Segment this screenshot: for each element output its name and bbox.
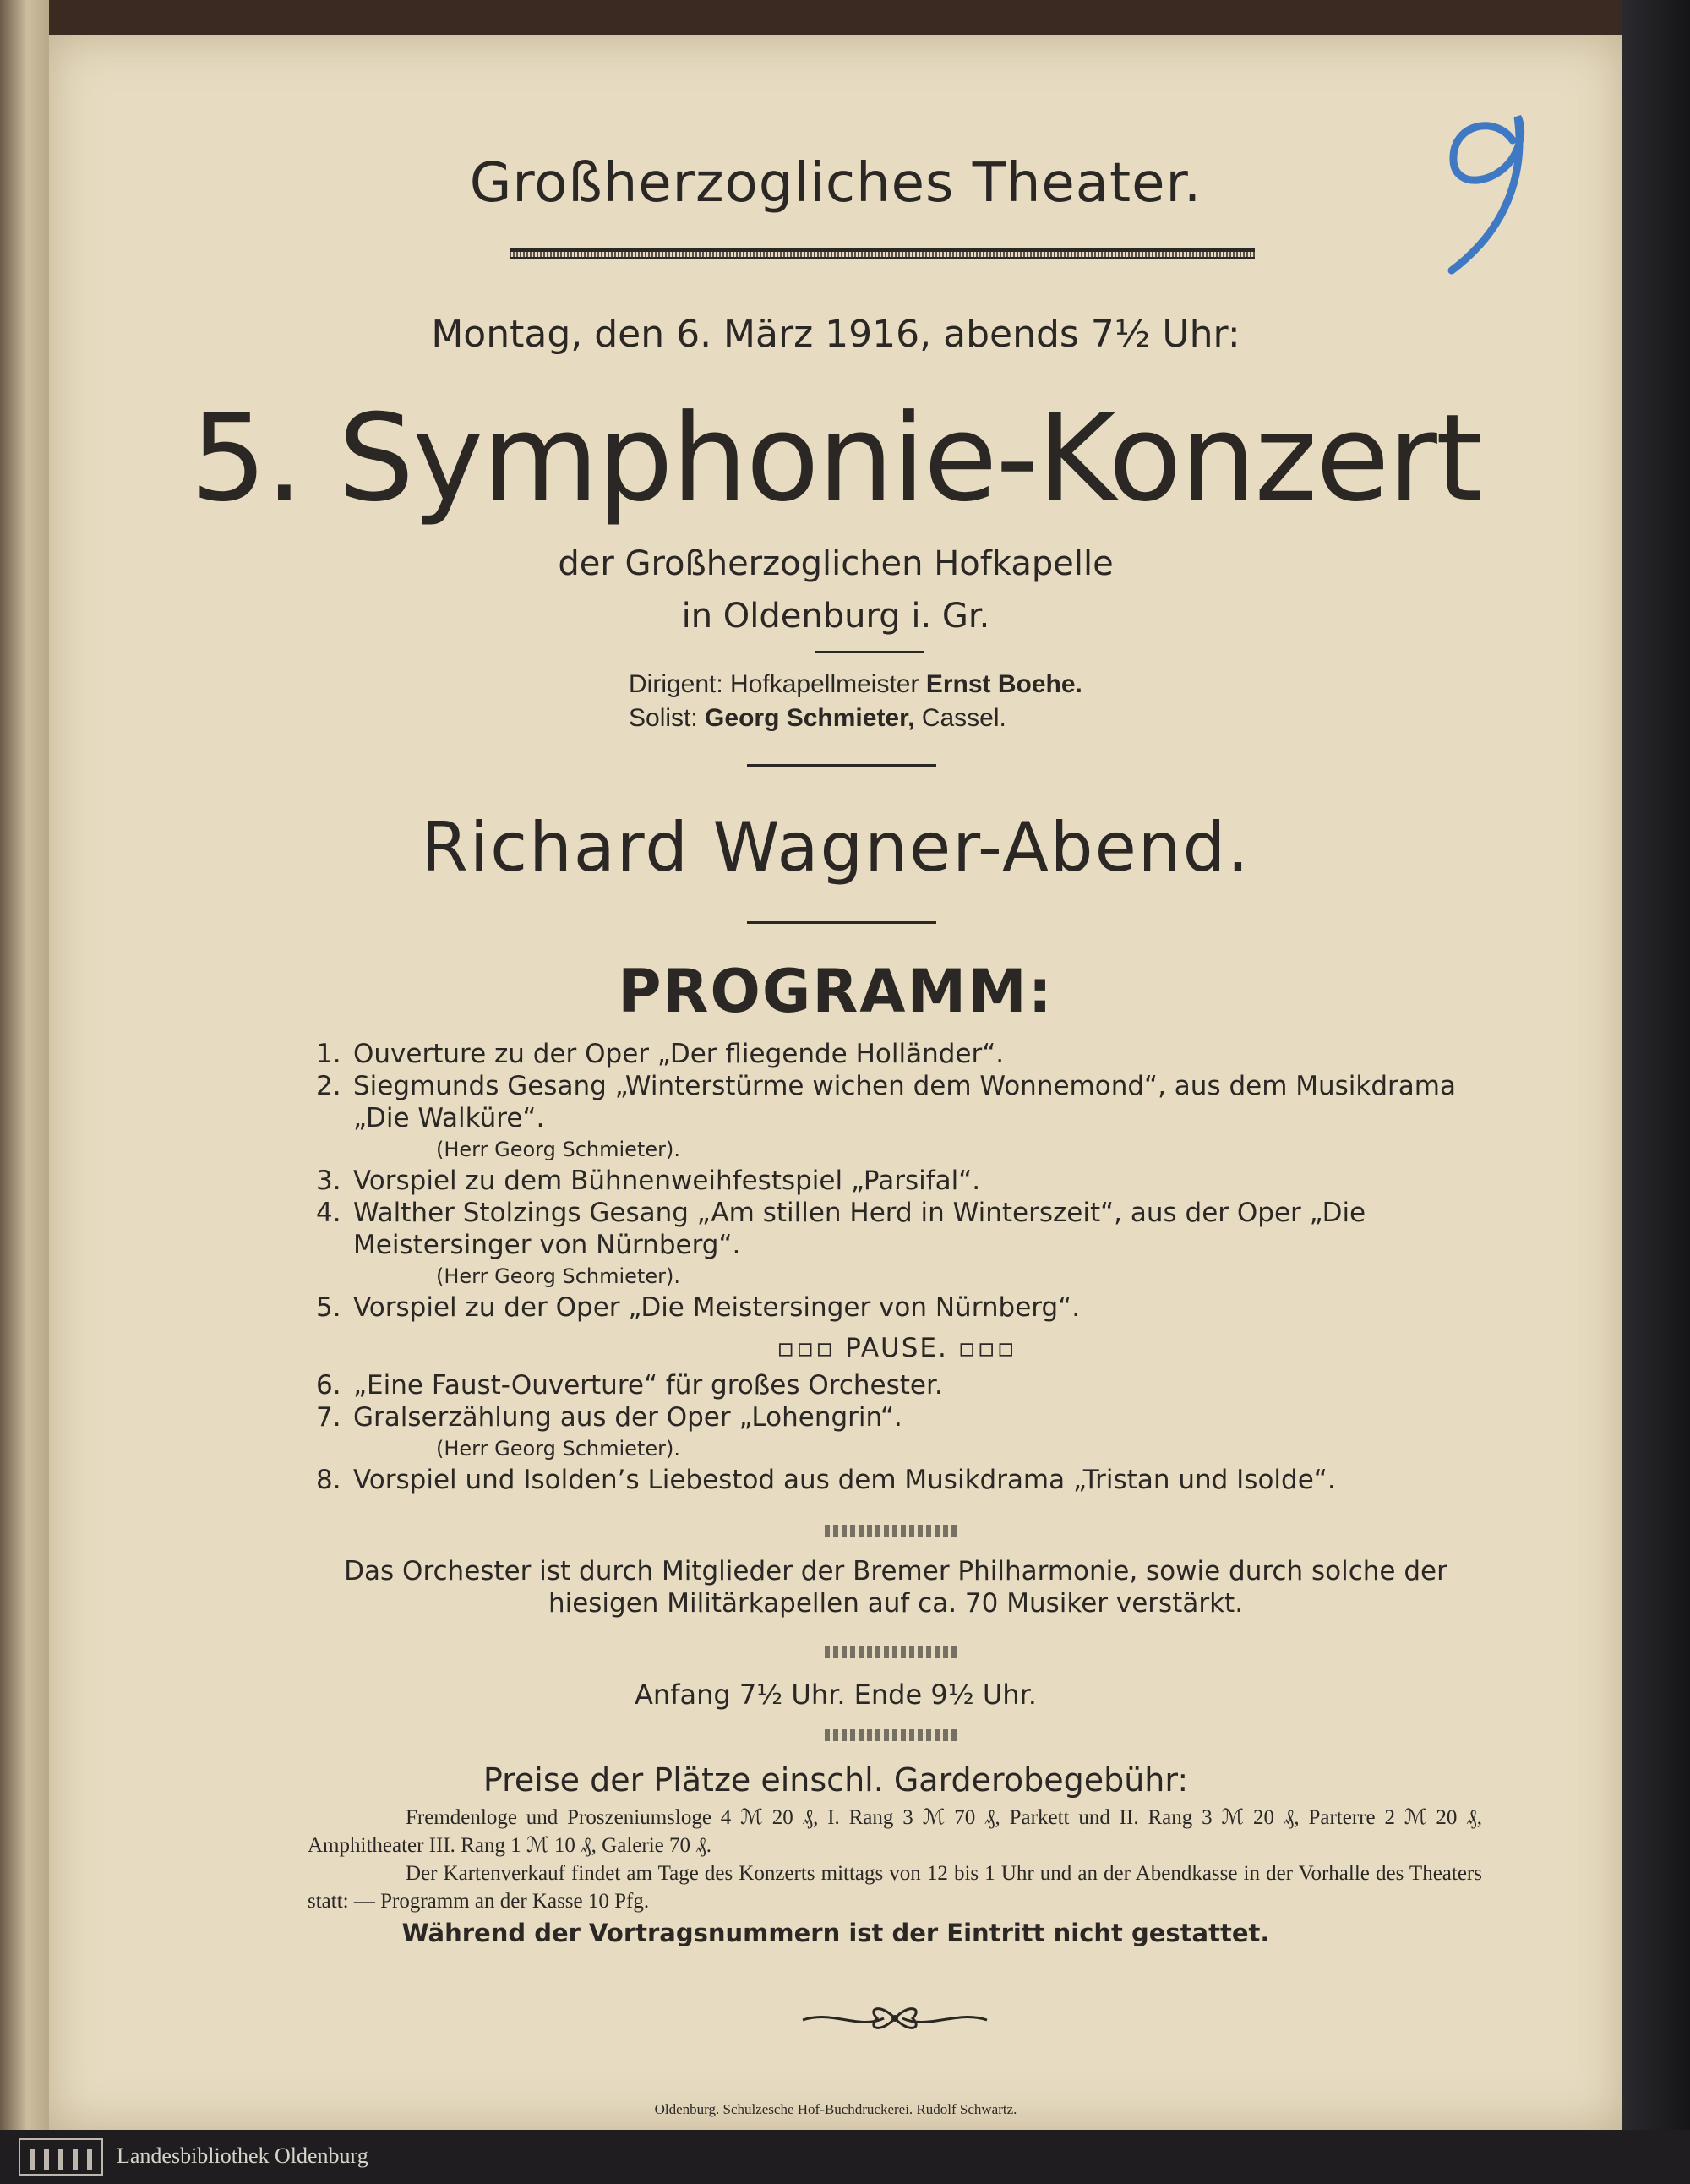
item-text: Walther Stolzings Gesang „Am stillen Herd in Winterszeit“, aus der Oper „Die Meistersinger von Nürnberg“. [353, 1198, 1366, 1260]
program-heading: PROGRAMM: [618, 957, 1054, 1026]
pause-line: ▫▫▫ PAUSE. ▫▫▫ [777, 1333, 1017, 1363]
item-text: „Eine Faust-Ouverture“ für großes Orchester. [353, 1370, 943, 1400]
library-name: Landesbibliothek Oldenburg [117, 2143, 368, 2168]
program-item [316, 1291, 1477, 1324]
ribbon-ornament [799, 2001, 990, 2035]
item-number: 8. [316, 1465, 341, 1495]
item-text: Siegmunds Gesang „Winterstürme wichen dem Wonnemond“, aus dem Musikdrama „Die Walküre“. [353, 1071, 1456, 1133]
divider-1 [747, 764, 936, 767]
conductor-line [629, 668, 1082, 702]
soloist-label: Solist: [629, 704, 698, 732]
item-note: (Herr Georg Schmieter). [436, 1437, 680, 1461]
title-underline [510, 248, 1255, 259]
prices-heading: Preise der Plätze einschl. Garderobegebühr: [482, 1761, 1189, 1799]
item-number: 3. [316, 1166, 341, 1196]
program-item [316, 1165, 1477, 1197]
item-number: 6. [316, 1370, 341, 1400]
binding-edge [0, 0, 49, 2130]
orchestra-note: Das Orchester ist durch Mitglieder der Bremer Philharmonie, sowie durch solche der hiesigen Militärkapellen auf ca. 70 Musiker verstärkt. [344, 1556, 1447, 1619]
item-note: (Herr Georg Schmieter). [436, 1138, 680, 1161]
concert-title: 5. Symphonie-Konzert [190, 389, 1481, 528]
program-item [316, 1197, 1477, 1261]
wavy-divider [825, 1646, 960, 1658]
item-number: 5. [316, 1292, 341, 1323]
program-item [316, 1038, 1477, 1070]
wavy-divider [825, 1729, 960, 1741]
item-number: 7. [316, 1402, 341, 1433]
divider-2 [747, 921, 936, 924]
item-text: Gralserzählung aus der Oper „Lohengrin“. [353, 1402, 902, 1433]
ticket-sale-text: Der Kartenverkauf findet am Tage des Konzerts mittags von 12 bis 1 Uhr und an der Abendkasse in der Vorhalle des Theaters statt: — Programm an der Kasse 10 Pfg. [308, 1862, 1482, 1913]
item-note: (Herr Georg Schmieter). [436, 1264, 680, 1288]
theatre-name: Großherzogliches Theater. [469, 152, 1202, 215]
place-line: in Oldenburg i. Gr. [681, 597, 990, 636]
program-item [316, 1369, 1477, 1401]
conductor-label: Dirigent: Hofkapellmeister [629, 670, 919, 698]
item-number: 4. [316, 1198, 341, 1228]
handwritten-nine [1418, 90, 1553, 292]
item-text: Vorspiel zu dem Bühnenweihfestspiel „Parsifal“. [353, 1166, 981, 1196]
item-text: Ouverture zu der Oper „Der fliegende Holländer“. [353, 1039, 1005, 1069]
pause-label: PAUSE. [845, 1333, 948, 1363]
program-item [316, 1401, 1477, 1433]
program-item [316, 1464, 1477, 1496]
library-footer-bar [0, 2130, 1690, 2184]
performers-block [629, 668, 1082, 735]
soloist-name: Georg Schmieter, [705, 704, 915, 732]
item-text: Vorspiel zu der Oper „Die Meistersinger von Nürnberg“. [353, 1292, 1081, 1323]
item-number: 1. [316, 1039, 341, 1069]
item-number: 2. [316, 1071, 341, 1101]
scan-background-edge [1622, 0, 1690, 2130]
divider-short [815, 651, 924, 653]
printer-imprint: Oldenburg. Schulzesche Hof-Buchdruckerei. Rudolf Schwartz. [654, 2101, 1017, 2117]
prices-text: Fremdenloge und Proszeniumsloge 4 ℳ 20 ₰, I. Rang 3 ℳ 70 ₰, Parkett und II. Rang 3 ℳ 20 ₰, Parterre 2 ℳ 20 ₰, Amphitheater III. Rang 1 ℳ 10 ₰, Galerie 70 ₰. [308, 1806, 1482, 1857]
entry-warning: Während der Vortragsnummern ist der Eintritt nicht gestattet. [401, 1919, 1270, 1947]
start-end-times: Anfang 7½ Uhr. Ende 9½ Uhr. [635, 1679, 1037, 1711]
conductor-name: Ernst Boehe. [925, 670, 1082, 698]
program-item [316, 1070, 1477, 1134]
program-list [316, 1038, 1477, 1496]
soloist-line [629, 702, 1082, 735]
date-line: Montag, den 6. März 1916, abends 7½ Uhr: [431, 313, 1240, 356]
orchestra-line: der Großherzoglichen Hofkapelle [558, 544, 1114, 583]
library-logo-icon [19, 2138, 103, 2176]
item-text: Vorspiel und Isolden’s Liebestod aus dem Musikdrama „Tristan und Isolde“. [353, 1465, 1336, 1495]
wavy-divider [825, 1525, 960, 1537]
soloist-city: Cassel. [921, 704, 1006, 732]
evening-title: Richard Wagner-Abend. [421, 808, 1251, 887]
programme-page [49, 35, 1622, 2130]
